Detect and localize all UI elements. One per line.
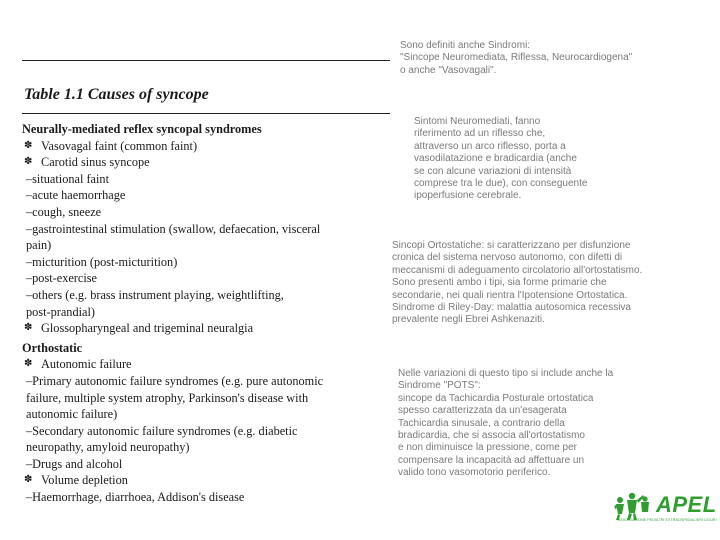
line-text: –Secondary autonomic failure syndromes (e.g. diabetic [26, 423, 298, 438]
sub-item [22, 287, 388, 304]
syncope-table [22, 0, 390, 540]
note-line: Sincopi Ortostatiche: si caratterizzano per disfunzione [392, 240, 631, 251]
note-line: meccanismi di adeguamento circolatorio all'ortostatismo. [392, 264, 643, 276]
note-line: cronica del sistema nervoso autonomo, con difetti di [392, 252, 623, 264]
note-line: valido tono vasomotorio periferico. [398, 467, 551, 479]
section-heading [22, 340, 388, 357]
line-text: Neurally-mediated reflex syncopal syndromes [22, 122, 262, 136]
bullet-icon [25, 476, 33, 484]
line-text: –Primary autonomic failure syndromes (e.g. pure autonomic [26, 373, 324, 388]
notes-neuromediated [414, 116, 714, 203]
note-line: attraverso un arco riflesso, porta a [414, 140, 566, 152]
line-text: Glossopharyngeal and trigeminal neuralgia [41, 321, 254, 336]
line-text: Orthostatic [22, 340, 83, 355]
line-text: –gastrointestinal stimulation (swallow, defaecation, visceral [26, 221, 321, 236]
note-line: Sindrome "POTS": [398, 380, 481, 392]
sub-item [22, 237, 388, 254]
line-text: Carotid sinus syncope [41, 155, 150, 170]
note-line: ipoperfusione cerebrale. [414, 190, 522, 202]
sub-item [22, 439, 388, 456]
line-text: post-prandial) [26, 304, 95, 319]
note-line: Sono definiti anche Sindromi: [400, 40, 531, 51]
section-heading [22, 121, 388, 138]
apel-logo [612, 486, 716, 530]
sub-item [22, 456, 388, 473]
table-title: Table 1.1 Causes of syncope [24, 86, 209, 103]
notes-intro [400, 40, 700, 77]
line-text: –others (e.g. brass instrument playing, weightlifting, [26, 287, 284, 302]
logo-wordmark: APEL [656, 492, 717, 517]
line-text: neuropathy, amyloid neuropathy) [26, 440, 190, 455]
note-line: Sintomi Neuromediati, fanno [414, 116, 541, 127]
note-line: e non diminuisce la pressione, come per [398, 442, 577, 454]
bullet-icon [25, 360, 33, 368]
note-line: secondarie, nei quali rientra l'Ipotensione Ortostatica. [392, 289, 628, 301]
note-line: vasodilatazione e bradicardia (anche [414, 153, 577, 165]
line-text: –cough, sneeze [26, 204, 102, 219]
children-figures-icon [612, 486, 660, 522]
bullet-item [22, 472, 388, 489]
notes-pots [398, 368, 698, 480]
note-line: bradicardia, che si associa all'ortostatismo [398, 430, 585, 442]
line-text: –acute haemorrhage [26, 188, 126, 203]
logo-tagline: ASSOCIAZIONE PEDIATRI EXTRAOSPEDALIERI LIGURI [618, 518, 717, 522]
sub-item [22, 171, 388, 188]
sub-item [22, 390, 388, 407]
note-line: spesso caratterizzata da un'esagerata [398, 405, 567, 417]
line-text: –Haemorrhage, diarrhoea, Addison's disease [26, 490, 245, 505]
top-rule [22, 60, 390, 61]
sub-item [22, 270, 388, 287]
bullet-icon [25, 142, 33, 150]
sub-item [22, 204, 388, 221]
line-text: –micturition (post-micturition) [26, 254, 178, 269]
note-line: sincope da Tachicardia Posturale ortostatica [398, 392, 594, 404]
note-line: prevalente negli Ebrei Ashkenaziti. [392, 314, 545, 326]
sub-item [22, 406, 388, 423]
line-text: –post-exercise [26, 271, 98, 286]
sub-item [22, 423, 388, 440]
note-line: Nelle variazioni di questo tipo si include anche la [398, 368, 614, 379]
line-text: autonomic failure) [26, 407, 118, 422]
sub-item [22, 373, 388, 390]
sub-item [22, 254, 388, 271]
bullet-item [22, 320, 388, 337]
bullet-item [22, 356, 388, 373]
line-text: –Drugs and alcohol [26, 456, 123, 471]
note-line: Sindrome di Riley-Day: malattia autosomica recessiva [392, 302, 631, 314]
bullet-item [22, 154, 388, 171]
line-text: failure, multiple system atrophy, Parkinson's disease with [26, 390, 309, 405]
bullet-icon [25, 158, 33, 166]
bullet-icon [25, 324, 33, 332]
title-rule [22, 113, 390, 114]
note-line: comprese tra le due), con conseguente [414, 178, 588, 190]
sub-item [22, 489, 388, 506]
sub-item [22, 187, 388, 204]
line-text: –situational faint [26, 171, 109, 186]
note-line: se con alcune variazioni di intensità [414, 165, 572, 177]
note-line: o anche "Vasovagali". [400, 64, 497, 76]
table-lines [22, 121, 388, 506]
sub-item [22, 304, 388, 321]
notes-orthostatic [392, 240, 692, 327]
sub-item [22, 221, 388, 238]
line-text: pain) [26, 238, 52, 253]
note-line: Tachicardia sinusale, a contrario della [398, 417, 565, 429]
line-text: Autonomic failure [41, 357, 132, 372]
note-line: Sono presenti ambo i tipi, sia forme primarie che [392, 277, 607, 289]
note-line: riferimento ad un riflesso che, [414, 128, 546, 140]
line-text: Vasovagal faint (common faint) [41, 138, 198, 153]
note-line: compensare la incapacità ad affettuare un [398, 454, 585, 466]
line-text: Volume depletion [41, 473, 128, 488]
bullet-item [22, 138, 388, 155]
note-line: "Sincope Neuromediata, Riflessa, Neurocardiogena" [400, 52, 633, 64]
